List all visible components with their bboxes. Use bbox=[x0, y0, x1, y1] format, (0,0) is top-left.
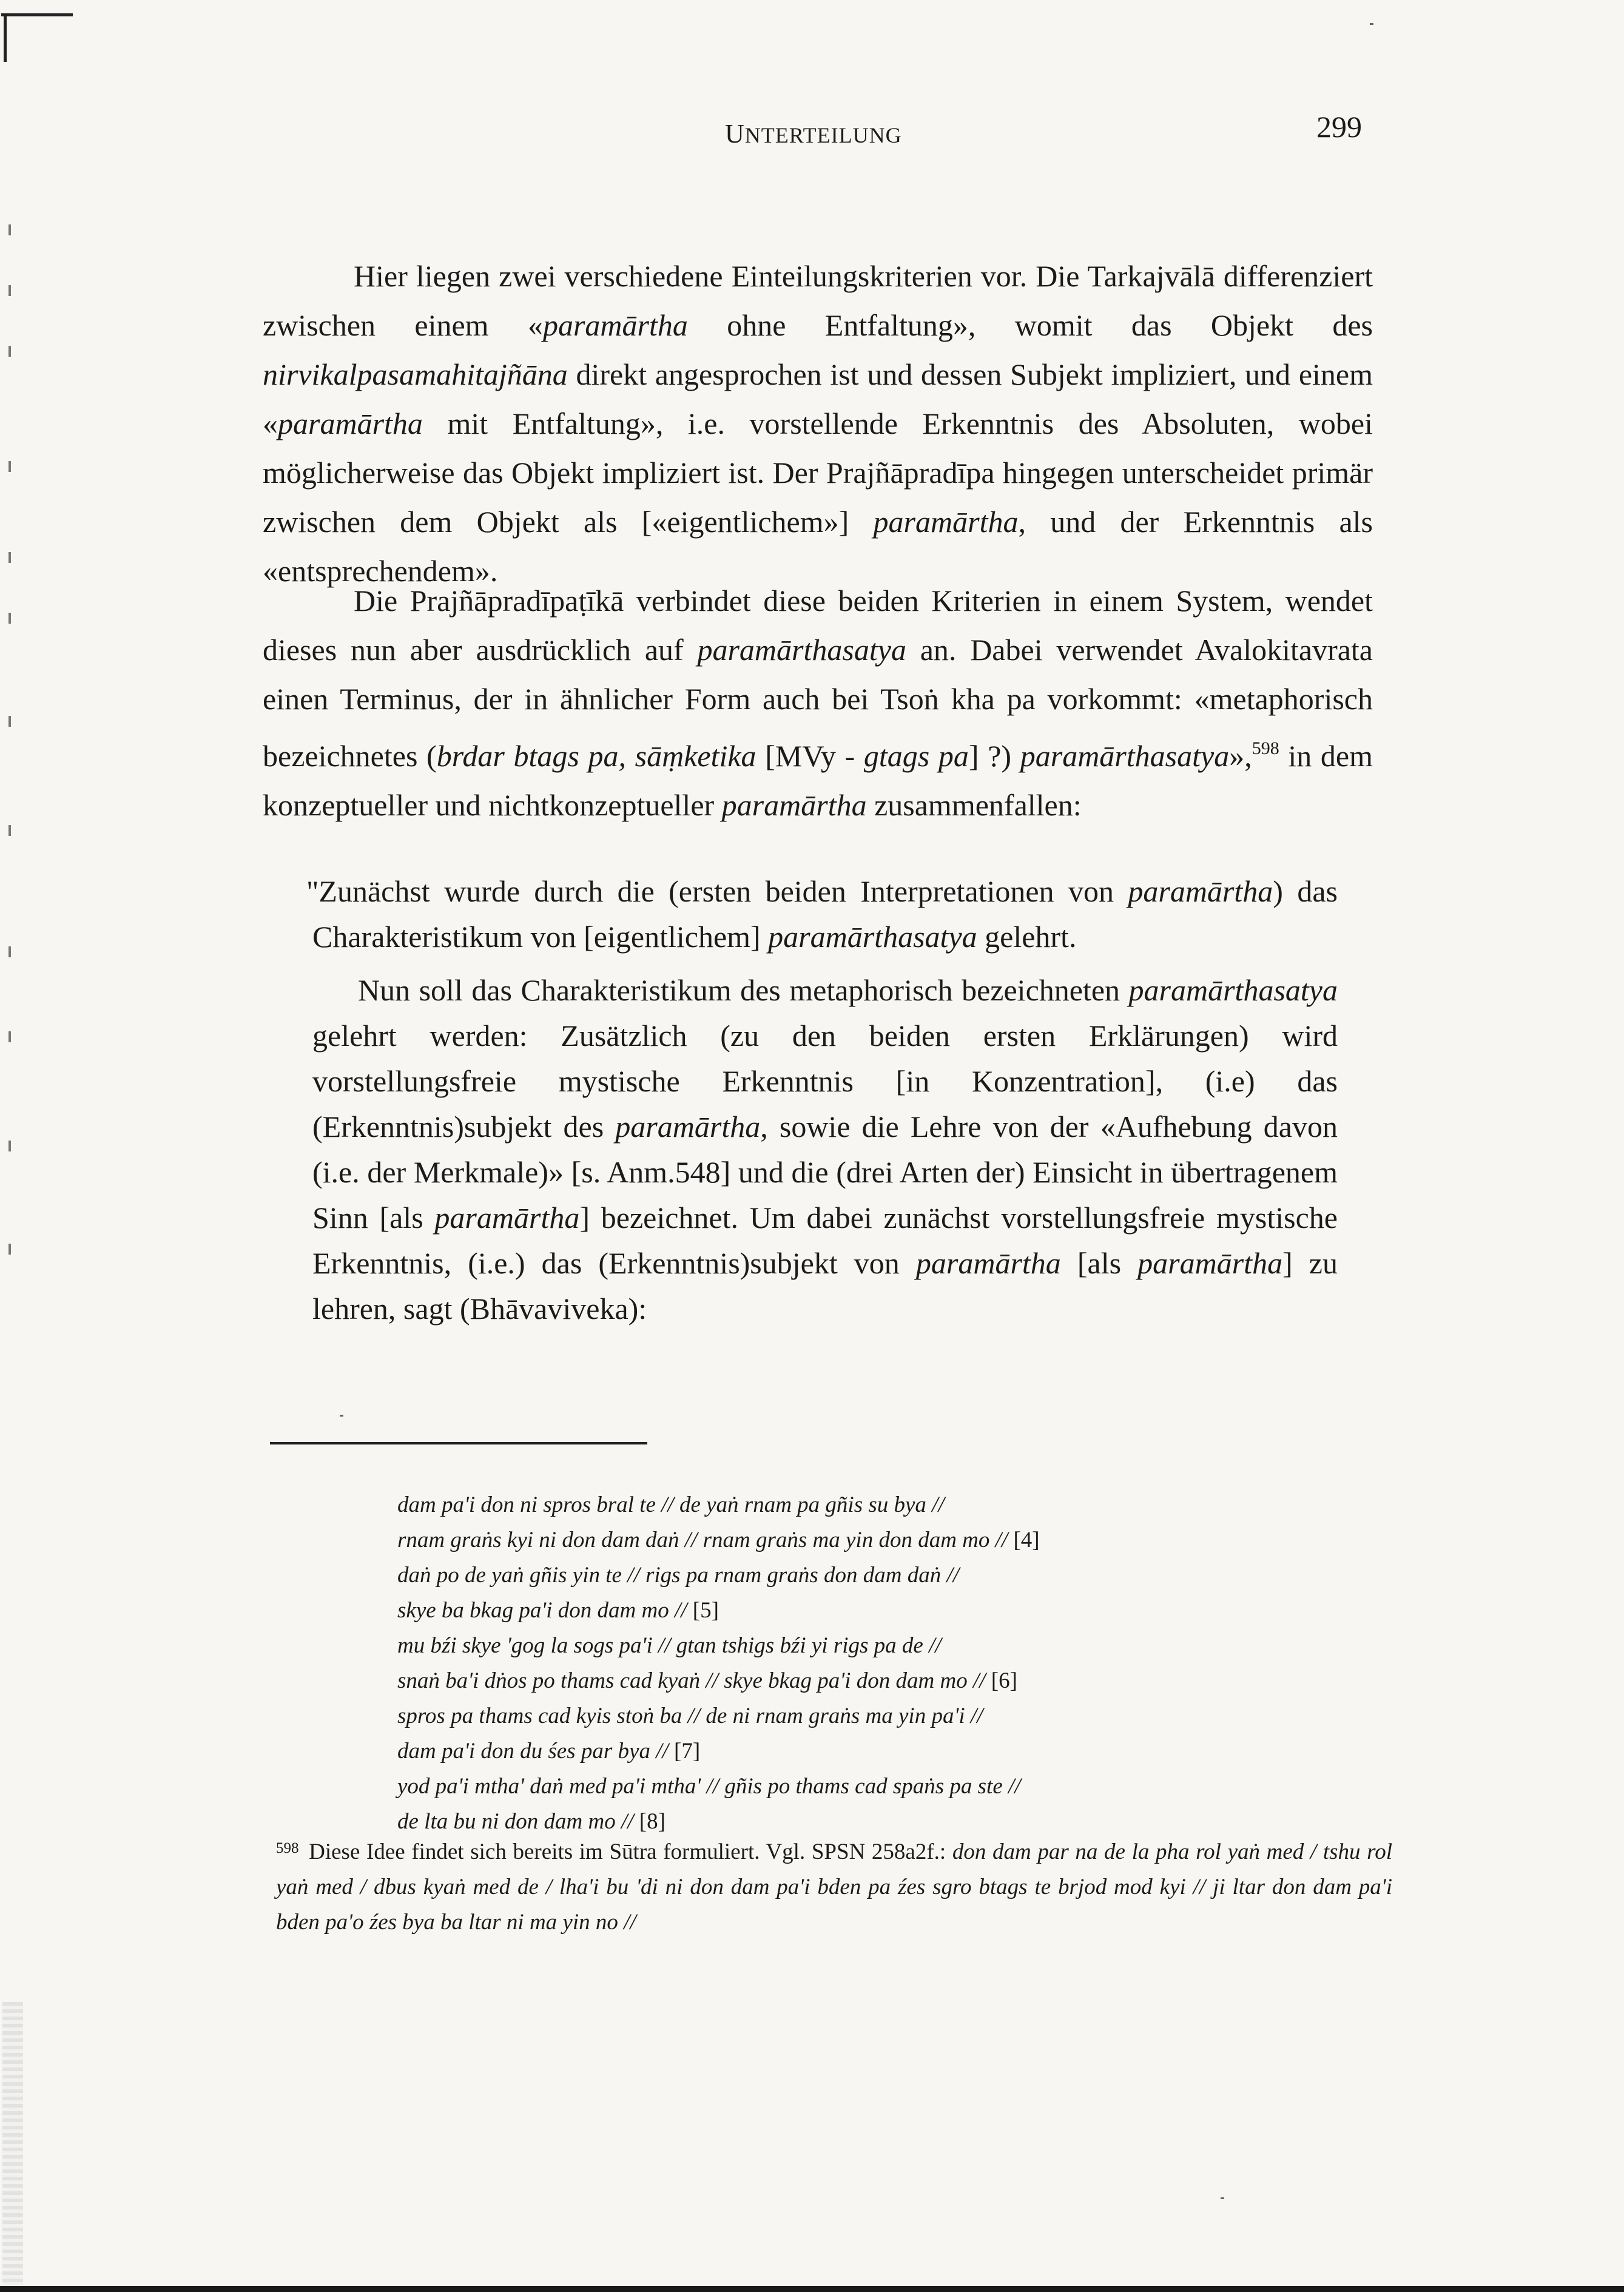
edge-tick bbox=[8, 285, 11, 296]
verse-line bbox=[397, 1628, 1040, 1663]
verse-text: de lta bu ni don dam mo // bbox=[397, 1809, 634, 1834]
text-run: ] bezeichnet. Um dabei zunächst vorstellungsfreie mystische Erkenntnis, (i.e.) das (Erkenntnis)subjekt von bbox=[312, 1201, 1338, 1280]
verse-number: [6] bbox=[991, 1668, 1017, 1693]
text-run: , und der Erkenntnis als «entsprechendem». bbox=[263, 505, 1373, 588]
verse-text: spros pa thams cad kyis stoṅ ba // de ni rnam graṅs ma yin pa'i // bbox=[397, 1704, 983, 1728]
quote-paragraph bbox=[306, 869, 1338, 960]
term: paramārtha bbox=[615, 1110, 761, 1144]
term: paramārthasatya bbox=[697, 633, 906, 667]
paragraph bbox=[263, 252, 1373, 596]
verse-line bbox=[397, 1558, 1040, 1593]
term: paramārthasatya bbox=[1128, 973, 1338, 1007]
text-run: [als bbox=[1060, 1246, 1138, 1280]
text-run: in dem konzeptueller und nichtkonzeptueller bbox=[263, 739, 1373, 822]
text-run: [MVy - bbox=[756, 739, 864, 773]
text-run: "Zunächst wurde durch die (ersten beiden Interpretationen von bbox=[306, 874, 1128, 908]
verse-line bbox=[397, 1734, 1040, 1769]
text-run: gelehrt. bbox=[977, 920, 1077, 954]
edge-tick bbox=[8, 1244, 11, 1255]
verse-line bbox=[397, 1523, 1040, 1558]
text-run: mit Entfaltung», i.e. vorstellende Erkenntnis des Absoluten, wobei möglicherweise das Objekt impliziert ist. Der Prajñāpradīpa hingegen unterscheidet primär zwischen dem Objekt als [«eigentlichem»] bbox=[263, 406, 1373, 539]
term: gtags pa bbox=[863, 739, 969, 773]
text-run: Diese Idee findet sich bereits im Sūtra formuliert. Vgl. SPSN 258a2f.: bbox=[302, 1839, 952, 1864]
term: paramārtha bbox=[542, 308, 688, 342]
page-number: 299 bbox=[1316, 110, 1362, 144]
running-head bbox=[725, 118, 902, 149]
scan-speck bbox=[340, 1415, 343, 1417]
scan-left-edge bbox=[0, 0, 36, 2292]
footnote-reference: 598 bbox=[1252, 738, 1279, 758]
quote-paragraph bbox=[312, 968, 1338, 1332]
verse-text: daṅ po de yaṅ gñis yin te // rigs pa rnam graṅs don dam daṅ // bbox=[397, 1563, 960, 1588]
running-head-rest: NTERTEILUNG bbox=[744, 123, 902, 147]
edge-tick bbox=[8, 224, 11, 235]
text-run: ohne Entfaltung», womit das Objekt des bbox=[687, 308, 1373, 342]
text-run: ] zu lehren, sagt (Bhāvaviveka): bbox=[312, 1246, 1338, 1326]
edge-tick bbox=[8, 346, 11, 357]
text-run: Hier liegen zwei verschiedene Einteilungskriterien vor. Die Tarkajvālā differenziert zwischen einem « bbox=[263, 259, 1373, 342]
edge-tick bbox=[8, 461, 11, 472]
scan-speck bbox=[1370, 23, 1373, 25]
text-run: , sowie die Lehre von der «Aufhebung davon (i.e. der Merkmale)» [s. Anm.548] und die (drei Arten der) Einsicht in übertragenem Sinn [als bbox=[312, 1110, 1338, 1235]
verse-number: [4] bbox=[1013, 1528, 1040, 1552]
term: paramārthasatya bbox=[768, 920, 977, 954]
term: paramārtha bbox=[1137, 1246, 1283, 1280]
text-run: direkt angesprochen ist und dessen Subjekt impliziert, und einem « bbox=[263, 357, 1373, 440]
text-run: ) das Charakteristikum von [eigentlichem] bbox=[312, 874, 1338, 954]
text-run: gelehrt werden: Zusätzlich (zu den beiden ersten Erklärungen) wird vorstellungsfreie mystische Erkenntnis [in Konzentration], (i.e) das (Erkenntnis)subjekt des bbox=[312, 1019, 1338, 1144]
verse-text: dam pa'i don du śes par bya // bbox=[397, 1739, 669, 1764]
verse-text: yod pa'i mtha' daṅ med pa'i mtha' // gñis po thams cad spaṅs pa ste // bbox=[397, 1774, 1021, 1799]
text-run: an. Dabei verwendet Avalokitavrata einen Terminus, der in ähnlicher Form auch bei Tsoṅ kha pa vorkommt: «metaphorisch bezeichnetes ( bbox=[263, 633, 1373, 773]
verse-line bbox=[397, 1663, 1040, 1699]
term: paramārtha bbox=[1128, 874, 1273, 908]
term: don dam par na de la pha rol yaṅ med / tshu rol yaṅ med / dbus kyaṅ med de / lha'i bu 'di ni don dam pa'i bden pa źes sgro btags te brjod mod kyi // ji ltar don dam pa'i bden pa'o źes bya ba ltar ni ma yin no // bbox=[276, 1839, 1392, 1935]
term: paramārthasatya bbox=[1020, 739, 1230, 773]
verse-line bbox=[397, 1593, 1040, 1628]
footnote-separator bbox=[270, 1442, 647, 1444]
verse-text: mu bźi skye 'gog la sogs pa'i // gtan tshigs bźi yi rigs pa de // bbox=[397, 1633, 942, 1658]
edge-tick bbox=[8, 1141, 11, 1151]
verse-text: snaṅ ba'i dṅos po thams cad kyaṅ // skye bkag pa'i don dam mo // bbox=[397, 1668, 986, 1693]
verse-text: skye ba bkag pa'i don dam mo // bbox=[397, 1598, 687, 1623]
verse-number: [5] bbox=[692, 1598, 719, 1623]
footnote-number: 598 bbox=[276, 1840, 299, 1856]
text-run: Die Prajñāpradīpaṭīkā verbindet diese beiden Kriterien in einem System, wendet dieses nun aber ausdrücklich auf bbox=[263, 584, 1373, 667]
text-run: ] ?) bbox=[968, 739, 1020, 773]
scan-shadow-band bbox=[2, 2002, 23, 2287]
verse-number: [8] bbox=[639, 1809, 665, 1834]
verse-line bbox=[397, 1699, 1040, 1734]
term: paramārtha bbox=[278, 406, 423, 440]
edge-tick bbox=[8, 716, 11, 727]
verse-line bbox=[397, 1769, 1040, 1804]
term: paramārtha bbox=[915, 1246, 1061, 1280]
running-head-initial: U bbox=[725, 119, 745, 149]
verse-text: dam pa'i don ni spros bral te // de yaṅ rnam pa gñis su bya // bbox=[397, 1492, 945, 1517]
footnote bbox=[276, 1831, 1392, 1940]
verse-block bbox=[397, 1488, 1040, 1839]
edge-tick bbox=[8, 825, 11, 836]
scan-speck bbox=[1221, 2197, 1224, 2199]
term: paramārtha bbox=[721, 788, 867, 822]
edge-tick bbox=[8, 1031, 11, 1042]
text-run: Nun soll das Charakteristikum des metaphorisch bezeichneten bbox=[358, 973, 1129, 1007]
term: nirvikalpasamahitajñāna bbox=[263, 357, 568, 391]
edge-tick bbox=[8, 552, 11, 563]
verse-line bbox=[397, 1488, 1040, 1523]
term: brdar btags pa, sāṃketika bbox=[436, 739, 756, 773]
term: paramārtha bbox=[434, 1201, 580, 1235]
text-run: zusammenfallen: bbox=[866, 788, 1082, 822]
text-run: », bbox=[1229, 739, 1252, 773]
edge-tick bbox=[8, 946, 11, 957]
scan-bottom-edge bbox=[0, 2286, 1624, 2292]
verse-text: rnam graṅs kyi ni don dam daṅ // rnam graṅs ma yin don dam mo // bbox=[397, 1528, 1008, 1552]
term: paramārtha bbox=[873, 505, 1019, 539]
paragraph bbox=[263, 576, 1373, 830]
edge-tick bbox=[8, 613, 11, 624]
verse-number: [7] bbox=[674, 1739, 701, 1764]
